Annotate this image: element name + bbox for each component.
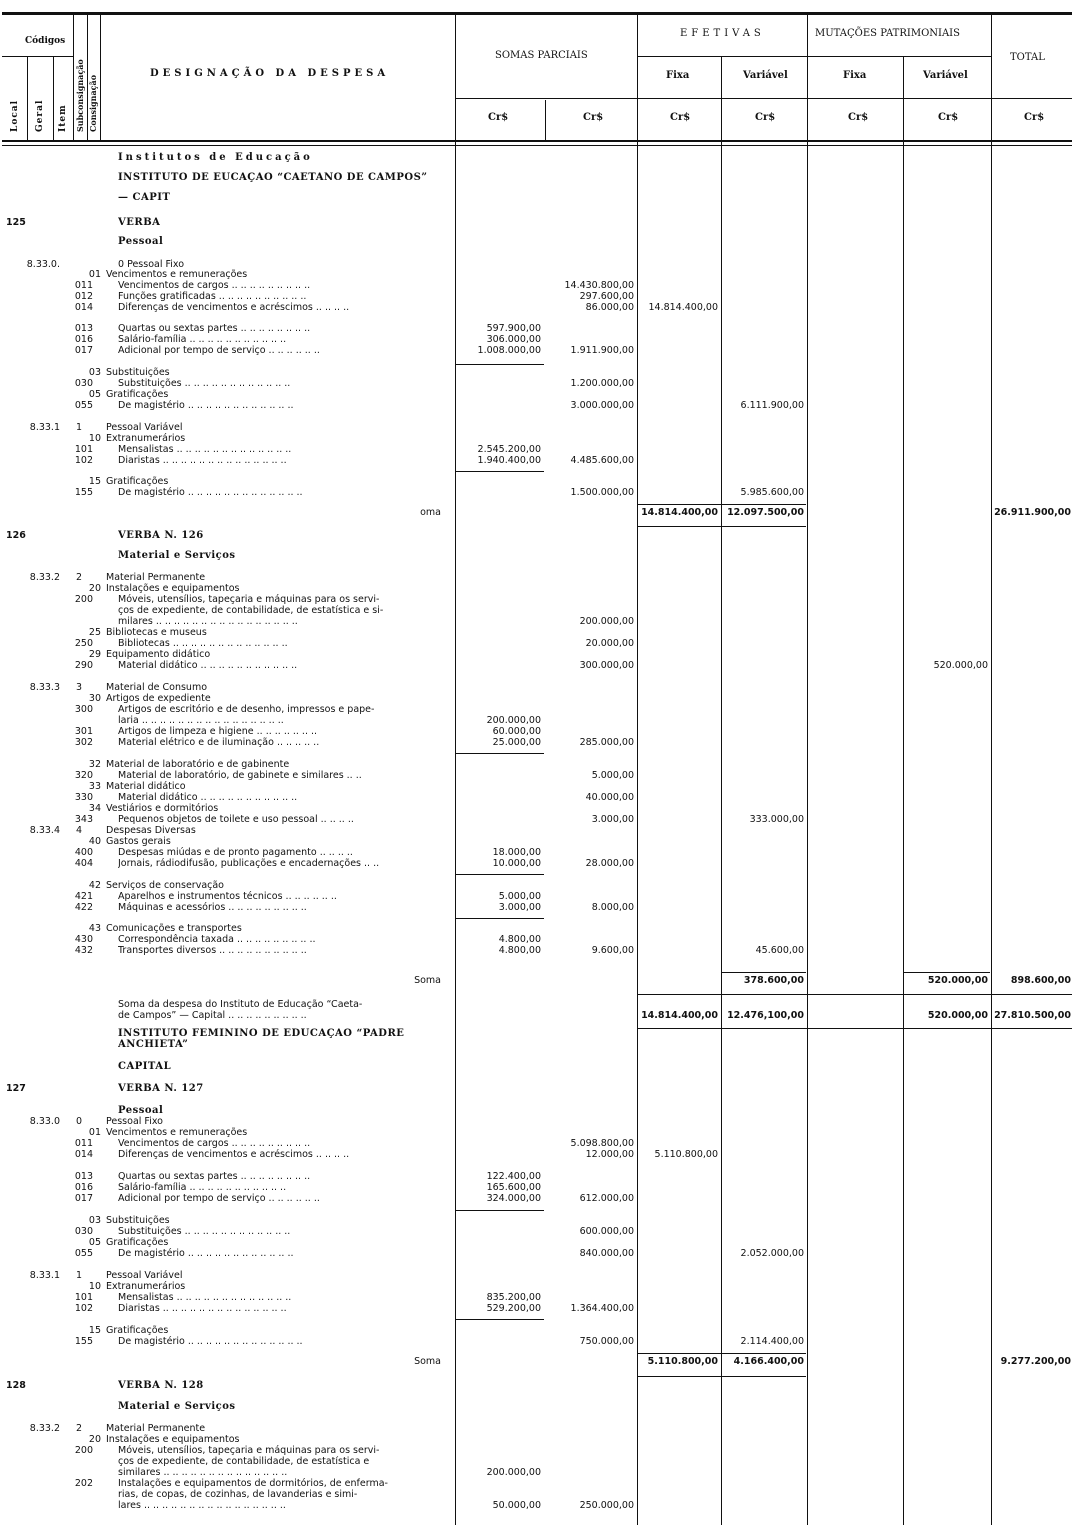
row-sub-code: 15	[88, 1325, 101, 1336]
row-description: De magistério .. .. .. .. .. .. .. .. .. .. .. ..	[118, 400, 294, 411]
row-description: Pessoal Fixo	[106, 1116, 163, 1127]
row-description: Despesas miúdas e de pronto pagamento .. .. .. ..	[118, 847, 353, 858]
header-subconsignacao: Subconsignação	[75, 59, 85, 132]
header-total: TOTAL	[1010, 52, 1045, 63]
row-cons-code: 400	[74, 847, 93, 858]
row-geral-code: 8.33.0	[29, 1116, 60, 1127]
row-cons-code: 200	[74, 1445, 93, 1456]
row-amount-c2: 8.000,00	[591, 902, 634, 913]
row-description: Gastos gerais	[106, 836, 171, 847]
row-description: Material e Serviços	[118, 550, 236, 561]
row-amount-c4: 6.111.900,00	[740, 400, 804, 411]
row-sub-code: 01	[88, 1127, 101, 1138]
row-sub-code: 25	[88, 627, 101, 638]
row-amount-c1: 324.000,00	[486, 1193, 541, 1204]
row-amount-c6: 520.000,00	[927, 975, 988, 986]
currency-c7: Cr$	[1024, 112, 1045, 123]
row-cons-code: 016	[74, 1182, 93, 1193]
sum-rule	[456, 1319, 544, 1320]
row-description: Quartas ou sextas partes .. .. .. .. .. .. .. ..	[118, 1171, 311, 1182]
row-description: Substituições .. .. .. .. .. .. .. .. .. .. .. ..	[118, 1226, 291, 1237]
row-description: Vencimentos de cargos .. .. .. .. .. .. .. .. ..	[118, 1138, 311, 1149]
row-geral-code: 8.33.0.	[26, 259, 60, 270]
row-cons-code: 030	[74, 1226, 93, 1237]
fixa-underline	[637, 98, 991, 99]
row-amount-c4: 378.600,00	[743, 975, 804, 986]
row-cons-code: 011	[74, 1138, 93, 1149]
row-description: Pequenos objetos de toilete e uso pessoal .. .. .. ..	[118, 814, 354, 825]
row-amount-c1: 4.800,00	[498, 945, 541, 956]
row-amount-c7: 9.277.200,00	[1000, 1356, 1071, 1367]
row-amount-c2: 28.000,00	[585, 858, 634, 869]
row-geral-code: 8.33.1	[29, 422, 60, 433]
row-description: Material elétrico e de iluminação .. .. .. .. ..	[118, 737, 320, 748]
row-cons-code: 202	[74, 1478, 93, 1489]
row-description: VERBA N. 127	[118, 1083, 204, 1094]
row-cons-code: 155	[74, 487, 93, 498]
row-amount-c7: 26.911.900,00	[994, 507, 1071, 518]
row-description: Artigos de expediente	[106, 693, 211, 704]
row-amount-c4: 2.052.000,00	[740, 1248, 804, 1259]
top-rule	[2, 12, 1072, 15]
row-amount-c1: 1.940.400,00	[477, 455, 541, 466]
header-geral: Geral	[35, 99, 45, 132]
row-cons-code: 432	[74, 945, 93, 956]
row-sub-code: 03	[88, 367, 101, 378]
row-geral-code: 8.33.1	[29, 1270, 60, 1281]
currency-c1: Cr$	[488, 112, 509, 123]
row-description: ANCHIETA”	[118, 1039, 189, 1050]
sum-rule	[904, 972, 990, 973]
sum-rule	[456, 471, 544, 472]
row-sub-code: 30	[88, 693, 101, 704]
row-description: De magistério .. .. .. .. .. .. .. .. .. .. .. .. ..	[118, 1336, 303, 1347]
header-mutacoes-variavel: Variável	[923, 70, 968, 81]
row-amount-c1: 835.200,00	[486, 1292, 541, 1303]
row-local-code: 128	[6, 1380, 26, 1391]
row-description: similares .. .. .. .. .. .. .. .. .. .. .. .. .. ..	[118, 1467, 288, 1478]
row-amount-c3: 5.110.800,00	[654, 1149, 718, 1160]
row-sub-code: 01	[88, 269, 101, 280]
row-amount-c1: 50.000,00	[492, 1500, 541, 1511]
header-bottom-rule-2	[2, 145, 1072, 146]
currency-c5: Cr$	[848, 112, 869, 123]
row-amount-c2: 86.000,00	[585, 302, 634, 313]
row-description: Comunicações e transportes	[106, 923, 242, 934]
col-divider	[53, 56, 54, 140]
row-description: Vestiários e dormitórios	[106, 803, 219, 814]
row-description: CAPITAL	[118, 1061, 172, 1072]
row-cons-code: 320	[74, 770, 93, 781]
col-divider	[721, 56, 722, 1525]
total-underline	[991, 98, 1072, 99]
row-description: Instalações e equipamentos de dormitórios, de enferma-	[118, 1478, 388, 1489]
row-cons-code: 421	[74, 891, 93, 902]
row-cons-code: 055	[74, 400, 93, 411]
row-cons-code: 012	[74, 291, 93, 302]
row-cons-code: 430	[74, 934, 93, 945]
row-description: Pessoal	[118, 1105, 164, 1116]
header-mutacoes-fixa: Fixa	[843, 70, 867, 81]
row-amount-c3: 14.814.400,00	[641, 1010, 718, 1021]
row-description: Material didático	[106, 781, 186, 792]
row-sub-code: 33	[88, 781, 101, 792]
row-sub-code: 05	[88, 389, 101, 400]
row-description: Institutos de Educação	[118, 152, 313, 163]
row-description: Instalações e equipamentos	[106, 583, 240, 594]
row-amount-c2: 14.430.800,00	[564, 280, 634, 291]
row-sub-code: 20	[88, 583, 101, 594]
row-description: Substituições	[106, 1215, 170, 1226]
row-description: Adicional por tempo de serviço .. .. .. .. .. ..	[118, 345, 320, 356]
row-cons-code: 290	[74, 660, 93, 671]
row-description: Móveis, utensílios, tapeçaria e máquinas para os servi-	[118, 1445, 380, 1456]
row-cons-code: 102	[74, 1303, 93, 1314]
row-description: Material e Serviços	[118, 1401, 236, 1412]
row-sub-code: 15	[88, 476, 101, 487]
row-sub-code: 03	[88, 1215, 101, 1226]
row-description: INSTITUTO DE EUCAÇÃO “CAETANO DE CAMPOS”	[118, 172, 428, 183]
somas-underline	[455, 98, 637, 99]
row-amount-c1: 165.600,00	[486, 1182, 541, 1193]
header-efetivas-fixa: Fixa	[666, 70, 690, 81]
row-sub-code: 10	[88, 433, 101, 444]
row-geral-code: 8.33.2	[29, 1423, 60, 1434]
row-description: Salário-família .. .. .. .. .. .. .. .. .. .. ..	[118, 1182, 287, 1193]
row-cons-code: 300	[74, 704, 93, 715]
row-cons-code: 155	[74, 1336, 93, 1347]
sum-rule	[638, 504, 806, 505]
sum-rule	[456, 753, 544, 754]
row-description: Equipamento didático	[106, 649, 211, 660]
row-sub-code: 40	[88, 836, 101, 847]
row-description: Material de laboratório e de gabinente	[106, 759, 290, 770]
row-description: Mensalistas .. .. .. .. .. .. .. .. .. .. .. .. ..	[118, 444, 292, 455]
row-description: Gratificações	[106, 389, 169, 400]
row-item-code: 1	[75, 422, 82, 433]
row-sub-code: 10	[88, 1281, 101, 1292]
row-description: Correspondência taxada .. .. .. .. .. .. .. .. ..	[118, 934, 316, 945]
row-cons-code: 013	[74, 1171, 93, 1182]
row-cons-code: 302	[74, 737, 93, 748]
row-description: Instalações e equipamentos	[106, 1434, 240, 1445]
row-amount-c4: 2.114.400,00	[740, 1336, 804, 1347]
row-description: Funções gratificadas .. .. .. .. .. .. .. .. .. ..	[118, 291, 307, 302]
row-amount-c2: 9.600,00	[591, 945, 634, 956]
row-sub-code: 42	[88, 880, 101, 891]
header-mutacoes: MUTAÇÕES PATRIMONIAIS	[815, 28, 960, 39]
col-divider	[991, 15, 992, 1525]
header-efetivas-variavel: Variável	[743, 70, 788, 81]
col-divider	[100, 15, 101, 140]
row-amount-c1: 5.000,00	[498, 891, 541, 902]
row-cons-code: 404	[74, 858, 93, 869]
row-amount-c2: 40.000,00	[585, 792, 634, 803]
row-description: Aparelhos e instrumentos técnicos .. .. .. .. .. ..	[118, 891, 337, 902]
sum-rule	[456, 1210, 544, 1211]
row-description: Gratificações	[106, 1325, 169, 1336]
row-soma-label: Soma	[414, 975, 441, 986]
row-cons-code: 301	[74, 726, 93, 737]
row-amount-c2: 285.000,00	[579, 737, 634, 748]
row-amount-c7: 27.810.500,00	[994, 1010, 1071, 1021]
row-description: Bibliotecas e museus	[106, 627, 207, 638]
row-amount-c2: 20.000,00	[585, 638, 634, 649]
col-divider	[27, 56, 28, 140]
row-description: Adicional por tempo de serviço .. .. .. .. .. ..	[118, 1193, 320, 1204]
row-item-code: 4	[75, 825, 82, 836]
row-description: 0 Pessoal Fixo	[118, 259, 185, 270]
row-cons-code: 055	[74, 1248, 93, 1259]
row-cons-code: 011	[74, 280, 93, 291]
row-description: Extranumerários	[106, 433, 186, 444]
row-description: Diferenças de vencimentos e acréscimos .. .. .. ..	[118, 1149, 350, 1160]
row-cons-code: 102	[74, 455, 93, 466]
row-description: ços de expediente, de contabilidade, de estatística e si-	[118, 605, 384, 616]
row-cons-code: 343	[74, 814, 93, 825]
row-amount-c1: 2.545.200,00	[477, 444, 541, 455]
row-amount-c7: 898.600,00	[1010, 975, 1071, 986]
row-description: Salário-família .. .. .. .. .. .. .. .. .. .. ..	[118, 334, 287, 345]
row-amount-c2: 297.600,00	[579, 291, 634, 302]
sum-rule	[638, 526, 806, 527]
row-amount-c1: 3.000,00	[498, 902, 541, 913]
row-description: Material Permanente	[106, 572, 206, 583]
col-divider	[73, 15, 74, 140]
row-amount-c2: 1.364.400,00	[570, 1303, 634, 1314]
row-sub-code: 43	[88, 923, 101, 934]
row-amount-c4: 4.166.400,00	[733, 1356, 804, 1367]
row-description: Material didático .. .. .. .. .. .. .. .. .. .. ..	[118, 660, 298, 671]
row-description: Vencimentos e remunerações	[106, 1127, 248, 1138]
row-description: Bibliotecas .. .. .. .. .. .. .. .. .. .. .. .. ..	[118, 638, 288, 649]
row-amount-c1: 25.000,00	[492, 737, 541, 748]
row-amount-c2: 12.000,00	[585, 1149, 634, 1160]
row-description: Pessoal	[118, 236, 164, 247]
row-amount-c2: 600.000,00	[579, 1226, 634, 1237]
row-amount-c1: 200.000,00	[486, 715, 541, 726]
row-sub-code: 32	[88, 759, 101, 770]
row-amount-c2: 750.000,00	[579, 1336, 634, 1347]
row-sub-code: 29	[88, 649, 101, 660]
col-divider	[807, 15, 808, 1525]
header-efetivas: EFETIVAS	[680, 28, 765, 39]
row-amount-c2: 840.000,00	[579, 1248, 634, 1259]
row-amount-c4: 12.476,100,00	[727, 1010, 804, 1021]
row-amount-c2: 250.000,00	[579, 1500, 634, 1511]
row-description: VERBA	[118, 217, 161, 228]
row-description: VERBA N. 128	[118, 1380, 204, 1391]
row-geral-code: 8.33.4	[29, 825, 60, 836]
row-description: Extranumerários	[106, 1281, 186, 1292]
row-description: Vencimentos e remunerações	[106, 269, 248, 280]
sum-rule	[638, 994, 1072, 995]
row-description: Material de laboratório, de gabinete e similares .. ..	[118, 770, 362, 781]
row-description: Pessoal Variável	[106, 1270, 183, 1281]
row-description: Material de Consumo	[106, 682, 208, 693]
sum-rule	[456, 918, 544, 919]
row-cons-code: 030	[74, 378, 93, 389]
currency-c3: Cr$	[670, 112, 691, 123]
row-description: Serviços de conservação	[106, 880, 224, 891]
row-amount-c2: 5.098.800,00	[570, 1138, 634, 1149]
row-description: Artigos de escritório e de desenho, impressos e pape-	[118, 704, 375, 715]
row-description: Transportes diversos .. .. .. .. .. .. .. .. .. ..	[118, 945, 307, 956]
row-description: Pessoal Variável	[106, 422, 183, 433]
sum-rule	[638, 1376, 806, 1377]
row-amount-c2: 3.000.000,00	[570, 400, 634, 411]
sum-rule	[456, 364, 544, 365]
col-divider	[545, 100, 546, 140]
row-sub-code: 20	[88, 1434, 101, 1445]
row-description: rias, de copas, de cozinhas, de lavanderias e simi-	[118, 1489, 358, 1500]
row-local-code: 126	[6, 530, 26, 541]
row-description: Jornais, rádiodifusão, publicações e encadernações .. ..	[118, 858, 380, 869]
row-description: laria .. .. .. .. .. .. .. .. .. .. .. .. .. .. .. ..	[118, 715, 284, 726]
row-amount-c4: 333.000,00	[749, 814, 804, 825]
efetivas-underline	[637, 56, 991, 57]
sum-rule	[638, 1028, 1072, 1029]
row-description: de Campos” — Capital .. .. .. .. .. .. .. .. ..	[118, 1010, 307, 1021]
row-local-code: 125	[6, 217, 26, 228]
row-description: Quartas ou sextas partes .. .. .. .. .. .. .. ..	[118, 323, 311, 334]
row-amount-c1: 18.000,00	[492, 847, 541, 858]
row-amount-c1: 1.008.000,00	[477, 345, 541, 356]
row-cons-code: 422	[74, 902, 93, 913]
row-description: Artigos de limpeza e higiene .. .. .. .. .. .. ..	[118, 726, 318, 737]
row-description: Máquinas e acessórios .. .. .. .. .. .. .. .. ..	[118, 902, 307, 913]
row-sub-code: 05	[88, 1237, 101, 1248]
row-description: Soma da despesa do Instituto de Educação “Caeta-	[118, 999, 363, 1010]
row-description: Diferenças de vencimentos e acréscimos .. .. .. ..	[118, 302, 350, 313]
row-description: milares .. .. .. .. .. .. .. .. .. .. .. .. .. .. .. ..	[118, 616, 298, 627]
row-description: Diaristas .. .. .. .. .. .. .. .. .. .. .. .. .. ..	[118, 455, 287, 466]
row-item-code: 2	[75, 1423, 82, 1434]
header-consignacao: Consignação	[88, 74, 98, 132]
row-amount-c4: 45.600,00	[755, 945, 804, 956]
row-item-code: 0	[75, 1116, 82, 1127]
row-amount-c1: 306.000,00	[486, 334, 541, 345]
row-amount-c1: 200.000,00	[486, 1467, 541, 1478]
row-description: De magistério .. .. .. .. .. .. .. .. .. .. .. .. ..	[118, 487, 303, 498]
row-item-code: 2	[75, 572, 82, 583]
row-description: Gratificações	[106, 476, 169, 487]
row-cons-code: 017	[74, 345, 93, 356]
row-amount-c2: 200.000,00	[579, 616, 634, 627]
row-amount-c1: 60.000,00	[492, 726, 541, 737]
row-amount-c2: 612.000,00	[579, 1193, 634, 1204]
row-item-code: 3	[75, 682, 82, 693]
row-cons-code: 101	[74, 1292, 93, 1303]
row-description: Vencimentos de cargos .. .. .. .. .. .. .. .. ..	[118, 280, 311, 291]
row-description: Despesas Diversas	[106, 825, 196, 836]
header-somas-parciais: SOMAS PARCIAIS	[495, 50, 588, 61]
row-cons-code: 013	[74, 323, 93, 334]
row-amount-c1: 4.800,00	[498, 934, 541, 945]
header-bottom-rule	[2, 140, 1072, 142]
row-description: Substituições	[106, 367, 170, 378]
col-divider	[637, 15, 638, 1525]
row-soma-label: oma	[420, 507, 441, 518]
sum-rule	[456, 874, 544, 875]
codigos-underline	[2, 56, 73, 57]
row-description: Mensalistas .. .. .. .. .. .. .. .. .. .. .. .. ..	[118, 1292, 292, 1303]
row-local-code: 127	[6, 1083, 26, 1094]
row-description: lares .. .. .. .. .. .. .. .. .. .. .. .. .. .. .. ..	[118, 1500, 286, 1511]
row-amount-c2: 1.200.000,00	[570, 378, 634, 389]
row-cons-code: 250	[74, 638, 93, 649]
row-amount-c2: 4.485.600,00	[570, 455, 634, 466]
row-amount-c3: 14.814.400,00	[648, 302, 718, 313]
row-amount-c6: 520.000,00	[933, 660, 988, 671]
row-cons-code: 200	[74, 594, 93, 605]
header-designacao: DESIGNAÇÃO DA DESPESA	[150, 68, 390, 79]
row-amount-c2: 1.911.900,00	[570, 345, 634, 356]
row-cons-code: 016	[74, 334, 93, 345]
row-description: ços de expediente, de contabilidade, de estatística e	[118, 1456, 370, 1467]
sum-rule	[638, 1353, 806, 1354]
row-description: Substituições .. .. .. .. .. .. .. .. .. .. .. ..	[118, 378, 291, 389]
row-soma-label: Soma	[414, 1356, 441, 1367]
row-amount-c3: 5.110.800,00	[647, 1356, 718, 1367]
row-amount-c1: 597.900,00	[486, 323, 541, 334]
currency-c6: Cr$	[938, 112, 959, 123]
row-description: Diaristas .. .. .. .. .. .. .. .. .. .. .. .. .. ..	[118, 1303, 287, 1314]
header-codigos: Códigos	[25, 36, 66, 46]
row-description: Material Permanente	[106, 1423, 206, 1434]
row-description: De magistério .. .. .. .. .. .. .. .. .. .. .. ..	[118, 1248, 294, 1259]
row-amount-c1: 122.400,00	[486, 1171, 541, 1182]
row-amount-c2: 3.000,00	[591, 814, 634, 825]
row-cons-code: 330	[74, 792, 93, 803]
row-cons-code: 014	[74, 302, 93, 313]
row-amount-c2: 5.000,00	[591, 770, 634, 781]
row-amount-c4: 5.985.600,00	[740, 487, 804, 498]
row-description: Móveis, utensílios, tapeçaria e máquinas para os servi-	[118, 594, 380, 605]
col-divider	[903, 56, 904, 1525]
row-description: Material didático .. .. .. .. .. .. .. .. .. .. ..	[118, 792, 298, 803]
sum-rule	[722, 972, 806, 973]
row-sub-code: 34	[88, 803, 101, 814]
row-amount-c4: 12.097.500,00	[727, 507, 804, 518]
row-amount-c3: 14.814.400,00	[641, 507, 718, 518]
row-cons-code: 101	[74, 444, 93, 455]
row-item-code: 1	[75, 1270, 82, 1281]
row-amount-c1: 529.200,00	[486, 1303, 541, 1314]
header-local: Local	[10, 99, 20, 132]
row-geral-code: 8.33.2	[29, 572, 60, 583]
row-description: Gratificações	[106, 1237, 169, 1248]
row-amount-c2: 300.000,00	[579, 660, 634, 671]
row-description: VERBA N. 126	[118, 530, 204, 541]
row-description: INSTITUTO FEMININO DE EDUCAÇÃO “PADRE	[118, 1028, 405, 1039]
row-cons-code: 014	[74, 1149, 93, 1160]
currency-c2: Cr$	[583, 112, 604, 123]
row-amount-c2: 1.500.000,00	[570, 487, 634, 498]
currency-c4: Cr$	[755, 112, 776, 123]
header-item: Item	[58, 104, 68, 132]
row-amount-c1: 10.000,00	[492, 858, 541, 869]
row-amount-c6: 520.000,00	[927, 1010, 988, 1021]
row-description: — CAPIT	[118, 192, 171, 203]
row-geral-code: 8.33.3	[29, 682, 60, 693]
row-cons-code: 017	[74, 1193, 93, 1204]
